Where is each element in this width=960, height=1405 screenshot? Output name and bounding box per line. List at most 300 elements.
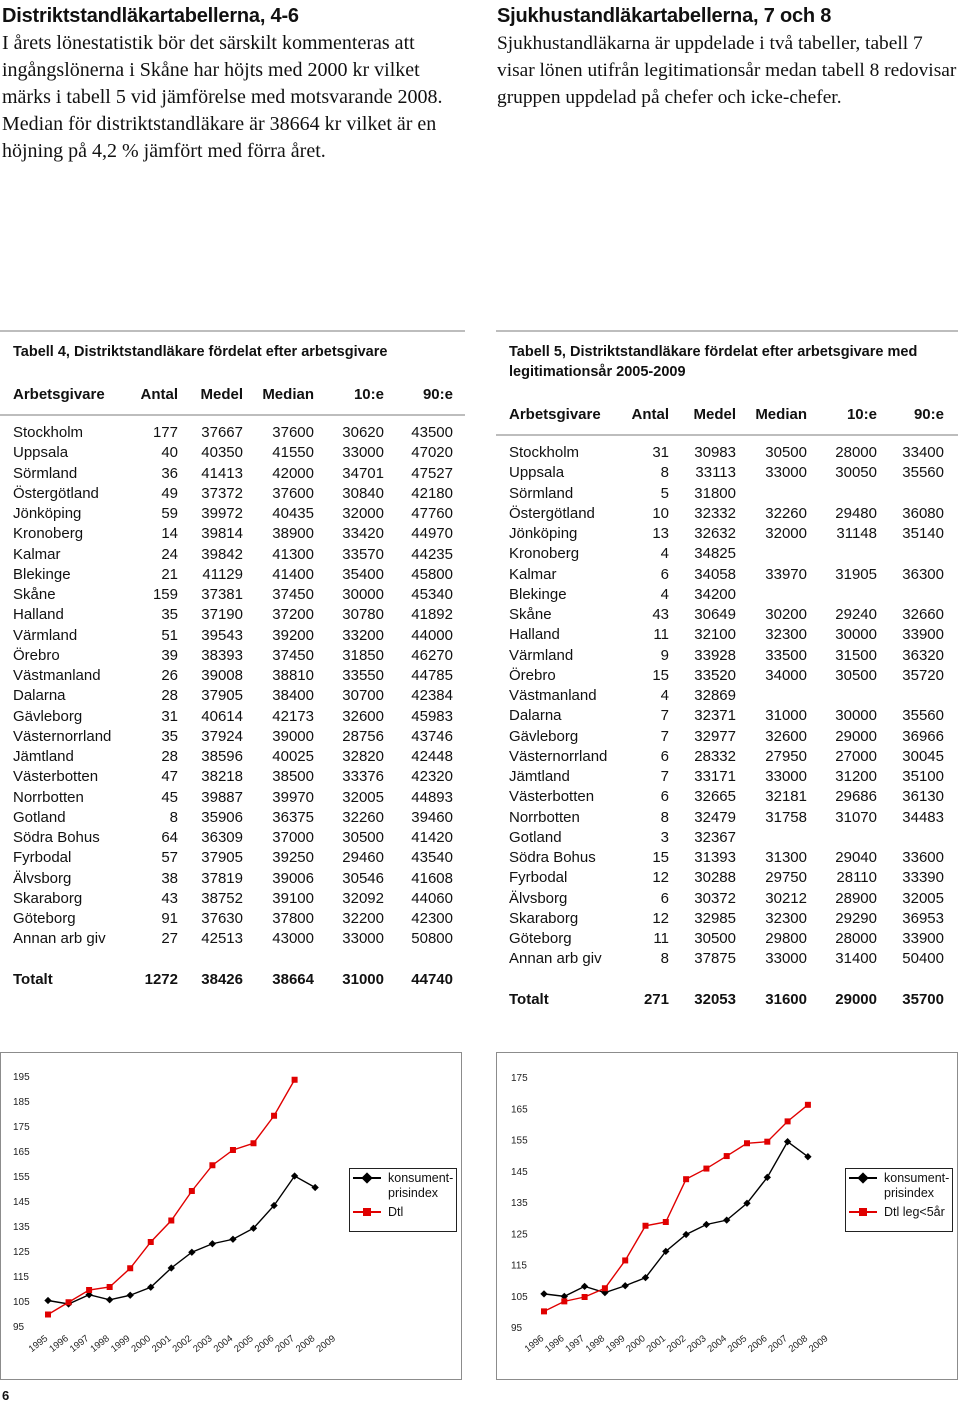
cell-employer: Värmland <box>509 646 574 664</box>
cell-value: 42180 <box>411 484 453 502</box>
x-tick-label: 1999 <box>108 1333 133 1355</box>
table-row <box>0 666 465 686</box>
y-tick-label: 165 <box>13 1147 30 1158</box>
data-point-square <box>251 1140 257 1146</box>
column-header: Antal <box>140 386 178 403</box>
cell-employer: Kronoberg <box>509 545 580 563</box>
cell-value: 30000 <box>342 586 384 603</box>
cell-value: 39008 <box>201 667 243 684</box>
table-row <box>496 565 958 585</box>
table-4-header <box>0 384 465 405</box>
table-row <box>496 463 958 483</box>
x-tick-label: 2002 <box>664 1333 689 1355</box>
cell-value: 40 <box>161 444 178 462</box>
y-tick-label: 95 <box>13 1322 25 1333</box>
cell-employer: Västerbotten <box>509 788 595 806</box>
cell-value: 28 <box>161 687 178 705</box>
cell-value: 31800 <box>694 484 736 502</box>
data-point-square <box>724 1153 730 1159</box>
cell-value: 41400 <box>272 565 314 583</box>
table-row <box>496 787 958 807</box>
cell-value: 28900 <box>835 889 877 907</box>
x-tick-label: 1997 <box>563 1333 587 1355</box>
cell-value: 38500 <box>272 768 314 786</box>
cell-employer: Annan arb giv <box>13 930 106 948</box>
cell-value: 8 <box>169 808 178 826</box>
cell-value: 40025 <box>272 748 314 765</box>
cell-value: 31200 <box>835 768 877 785</box>
chart-konsumentprisindex-dtl <box>0 1052 462 1380</box>
data-point-square <box>168 1218 174 1224</box>
cell-value: 40614 <box>201 707 243 725</box>
x-tick-label: 2000 <box>624 1333 648 1355</box>
cell-value: 33570 <box>342 545 384 563</box>
cell-value: 28 <box>161 748 178 765</box>
cell-employer: Totalt <box>13 970 53 988</box>
cell-value: 33000 <box>342 930 384 948</box>
y-tick-label: 175 <box>13 1122 30 1133</box>
cell-value: 44785 <box>411 667 453 684</box>
data-point-diamond <box>209 1240 216 1247</box>
cell-employer: Göteborg <box>509 930 572 947</box>
data-point-square <box>541 1308 547 1314</box>
cell-value: 45 <box>161 788 178 806</box>
cell-value: 35720 <box>902 666 944 684</box>
cell-value: 43000 <box>272 930 314 948</box>
table-total-row <box>0 970 465 990</box>
chart-1-legend <box>349 1168 457 1232</box>
cell-value: 32660 <box>902 606 944 623</box>
cell-value: 32479 <box>694 808 736 826</box>
cell-value: 47760 <box>411 505 453 522</box>
cell-value: 37190 <box>201 606 243 624</box>
table-row <box>0 545 465 565</box>
legend-diamond-marker <box>857 1172 868 1183</box>
legend-item-dtl <box>350 1205 456 1220</box>
data-point-square <box>107 1284 113 1290</box>
cell-value: 30500 <box>835 666 877 684</box>
x-tick-label: 1998 <box>88 1333 112 1355</box>
cell-value: 30840 <box>342 484 384 502</box>
legend-item-kpi <box>846 1171 952 1201</box>
cell-value: 159 <box>152 586 178 603</box>
table-row <box>496 484 958 504</box>
cell-value: 37200 <box>272 606 314 624</box>
cell-employer: Gotland <box>509 828 562 846</box>
x-tick-label: 2007 <box>273 1333 297 1355</box>
data-point-square <box>622 1257 628 1263</box>
data-point-square <box>189 1188 195 1194</box>
cell-value: 38426 <box>201 970 243 988</box>
cell-value: 33520 <box>694 666 736 684</box>
cell-value: 32367 <box>694 828 736 846</box>
cell-value: 33928 <box>694 646 736 664</box>
cell-value: 37924 <box>201 727 243 745</box>
left-heading: Distriktstandläkartabellerna, 4-6 <box>2 5 299 27</box>
cell-employer: Gotland <box>13 808 66 826</box>
cell-value: 44235 <box>411 545 453 563</box>
cell-value: 30700 <box>342 687 384 705</box>
cell-value: 27950 <box>765 747 807 765</box>
cell-value: 1272 <box>144 970 178 988</box>
cell-value: 34200 <box>694 585 736 603</box>
table-row <box>496 848 958 868</box>
cell-value: 28332 <box>694 747 736 765</box>
cell-value: 36130 <box>902 788 944 806</box>
cell-value: 36309 <box>201 829 243 846</box>
cell-value: 29000 <box>835 990 877 1008</box>
legend-diamond-marker <box>361 1172 372 1183</box>
column-header: Median <box>262 386 314 403</box>
data-point-square <box>582 1294 588 1300</box>
x-tick-label: 2005 <box>725 1333 750 1355</box>
cell-value: 39970 <box>272 788 314 806</box>
cell-employer: Fyrbodal <box>509 869 568 887</box>
x-tick-label: 2009 <box>806 1333 831 1355</box>
cell-value: 31300 <box>765 849 807 866</box>
data-point-diamond <box>44 1297 51 1304</box>
page-number: 6 <box>2 1388 10 1403</box>
column-header: Arbetsgivare <box>13 386 105 403</box>
cell-value: 7 <box>660 768 669 785</box>
cell-value: 36 <box>161 464 178 482</box>
cell-value: 32985 <box>694 909 736 927</box>
left-paragraph: I årets lönestatistik bör det särskilt kommenteras att ingångslönerna i Skåne har höjts med 2000 kr vilket märks i tabell 5 vid jämförelse med motsvarande 2008. Median för distriktstandläkare är 38664 kr vilket är en höjning på 4,2 % jämfört med förra året. <box>2 32 443 162</box>
column-header: 90:e <box>913 406 944 423</box>
cell-value: 30200 <box>765 606 807 623</box>
cell-employer: Örebro <box>509 666 556 684</box>
cell-value: 57 <box>161 849 178 867</box>
table-5-header-divider <box>496 434 958 436</box>
cell-value: 32300 <box>765 626 807 644</box>
cell-value: 39842 <box>201 545 243 563</box>
data-point-diamond <box>311 1184 318 1191</box>
cell-value: 39814 <box>201 525 243 543</box>
x-tick-label: 1996 <box>543 1333 567 1355</box>
cell-employer: Göteborg <box>13 910 76 927</box>
data-point-diamond <box>622 1282 629 1289</box>
cell-value: 38752 <box>201 889 243 907</box>
cell-value: 40350 <box>201 444 243 462</box>
x-tick-label: 2008 <box>293 1333 318 1355</box>
cell-value: 39000 <box>272 727 314 745</box>
cell-employer: Västerbotten <box>13 768 99 786</box>
cell-value: 33550 <box>342 667 384 684</box>
table-row <box>496 767 958 787</box>
cell-value: 39200 <box>272 626 314 644</box>
table-row <box>496 605 958 625</box>
cell-value: 33600 <box>902 849 944 866</box>
cell-value: 32869 <box>694 687 736 704</box>
cell-employer: Dalarna <box>13 687 66 705</box>
cell-value: 32005 <box>902 889 944 907</box>
table-row <box>496 524 958 544</box>
cell-value: 32005 <box>342 788 384 806</box>
table-row <box>496 868 958 888</box>
cell-value: 32000 <box>342 505 384 522</box>
cell-value: 30649 <box>694 606 736 623</box>
cell-value: 4 <box>660 585 669 603</box>
cell-value: 37905 <box>201 687 243 705</box>
cell-value: 4 <box>660 687 669 704</box>
cell-employer: Södra Bohus <box>13 829 100 846</box>
table-row <box>0 423 465 443</box>
cell-value: 39 <box>161 646 178 664</box>
table-row <box>496 828 958 848</box>
cell-value: 36375 <box>272 808 314 826</box>
cell-value: 32100 <box>694 626 736 644</box>
table-row <box>496 949 958 969</box>
x-tick-label: 2001 <box>644 1333 668 1355</box>
cell-value: 36320 <box>902 646 944 664</box>
cell-value: 29240 <box>835 606 877 623</box>
cell-value: 37381 <box>201 586 243 603</box>
data-point-square <box>86 1287 92 1293</box>
table-5-header <box>496 404 958 425</box>
table-row <box>496 544 958 564</box>
cell-value: 33900 <box>902 930 944 947</box>
cell-value: 51 <box>161 626 178 644</box>
data-point-square <box>764 1139 770 1145</box>
cell-employer: Gävleborg <box>13 707 83 725</box>
cell-value: 35560 <box>902 707 944 725</box>
legend-square-marker <box>363 1208 371 1216</box>
cell-employer: Älvsborg <box>509 889 568 907</box>
table-row <box>496 646 958 666</box>
data-point-square <box>292 1077 298 1083</box>
cell-value: 33000 <box>765 950 807 968</box>
x-tick-label: 1995 <box>26 1333 51 1355</box>
cell-value: 44000 <box>411 626 453 644</box>
cell-value: 47 <box>161 768 178 786</box>
cell-value: 12 <box>652 909 669 927</box>
cell-employer: Totalt <box>509 990 549 1008</box>
cell-value: 33970 <box>765 565 807 583</box>
cell-value: 28000 <box>835 444 877 461</box>
table-4 <box>0 330 465 1010</box>
legend-item-dtl-leg <box>846 1205 952 1220</box>
cell-value: 42448 <box>411 748 453 765</box>
y-tick-label: 125 <box>13 1247 30 1258</box>
cell-value: 44970 <box>411 525 453 543</box>
column-header: Antal <box>631 406 669 423</box>
table-5 <box>496 330 958 1030</box>
cell-value: 29460 <box>342 849 384 867</box>
cell-value: 29040 <box>835 849 877 866</box>
cell-value: 32260 <box>342 808 384 826</box>
cell-value: 39460 <box>411 808 453 826</box>
data-point-diamond <box>229 1236 236 1243</box>
table-row <box>496 686 958 706</box>
cell-value: 33900 <box>902 626 944 644</box>
cell-value: 8 <box>660 808 669 826</box>
cell-value: 38218 <box>201 768 243 786</box>
cell-value: 30500 <box>765 444 807 461</box>
cell-value: 34483 <box>902 808 944 826</box>
table-row <box>0 767 465 787</box>
cell-value: 29480 <box>835 504 877 522</box>
cell-value: 33000 <box>342 444 384 462</box>
table-row <box>496 727 958 747</box>
cell-value: 15 <box>652 666 669 684</box>
cell-employer: Dalarna <box>509 707 562 725</box>
cell-value: 31070 <box>835 808 877 826</box>
cell-value: 33113 <box>695 464 736 482</box>
data-point-square <box>148 1239 154 1245</box>
series-line-1 <box>544 1105 808 1312</box>
data-point-square <box>744 1140 750 1146</box>
column-header: Medel <box>693 406 736 423</box>
cell-value: 12 <box>652 869 669 887</box>
column-header: Arbetsgivare <box>509 406 601 423</box>
data-point-square <box>561 1298 567 1304</box>
cell-value: 8 <box>660 464 669 482</box>
cell-value: 30050 <box>835 464 877 482</box>
data-point-diamond <box>127 1292 134 1299</box>
cell-employer: Fyrbodal <box>13 849 72 867</box>
cell-value: 39543 <box>201 626 243 644</box>
cell-employer: Västmanland <box>509 687 597 704</box>
cell-value: 30045 <box>902 747 944 765</box>
y-tick-label: 115 <box>511 1260 527 1272</box>
data-point-diamond <box>540 1290 547 1297</box>
cell-value: 30372 <box>694 889 736 907</box>
cell-value: 31600 <box>765 990 807 1008</box>
cell-value: 41420 <box>411 829 453 846</box>
table-row <box>0 808 465 828</box>
table-row <box>0 929 465 949</box>
cell-value: 35400 <box>342 565 384 583</box>
x-tick-label: 2006 <box>746 1333 770 1355</box>
cell-value: 44893 <box>411 788 453 806</box>
cell-employer: Gävleborg <box>509 727 579 745</box>
cell-value: 36953 <box>902 909 944 927</box>
cell-value: 31 <box>652 444 669 461</box>
data-point-diamond <box>703 1221 710 1228</box>
cell-value: 30000 <box>835 707 877 725</box>
cell-value: 29686 <box>835 788 877 806</box>
cell-value: 31000 <box>765 707 807 725</box>
x-tick-label: 2004 <box>705 1333 729 1355</box>
data-point-square <box>209 1162 215 1168</box>
cell-value: 5 <box>660 484 669 502</box>
table-row <box>0 909 465 929</box>
cell-employer: Stockholm <box>509 444 580 461</box>
cell-value: 33200 <box>342 626 384 644</box>
table-row <box>0 504 465 524</box>
cell-value: 33420 <box>342 525 384 543</box>
cell-employer: Halland <box>13 606 64 624</box>
table-row <box>496 808 958 828</box>
cell-value: 33390 <box>902 869 944 887</box>
x-tick-label: 1998 <box>583 1333 608 1355</box>
series-line-1 <box>48 1080 295 1315</box>
cell-employer: Kalmar <box>509 565 557 583</box>
series-line-0 <box>544 1142 808 1297</box>
cell-value: 50800 <box>411 930 453 948</box>
cell-value: 91 <box>161 910 178 927</box>
table-row <box>0 626 465 646</box>
y-tick-label: 145 <box>13 1197 30 1208</box>
cell-value: 29000 <box>835 727 877 745</box>
cell-value: 45983 <box>411 707 453 725</box>
table-row <box>496 443 958 463</box>
table-row <box>496 889 958 909</box>
cell-value: 37875 <box>694 950 736 968</box>
cell-value: 42173 <box>272 707 314 725</box>
x-tick-label: 1996 <box>47 1333 71 1355</box>
cell-employer: Östergötland <box>509 504 595 522</box>
cell-value: 38596 <box>201 748 243 765</box>
cell-value: 28000 <box>835 930 877 947</box>
cell-value: 32977 <box>694 727 736 745</box>
cell-value: 32600 <box>765 727 807 745</box>
cell-value: 35700 <box>902 990 944 1008</box>
cell-value: 41129 <box>202 565 243 583</box>
table-row <box>0 707 465 727</box>
cell-employer: Uppsala <box>13 444 69 462</box>
y-tick-label: 125 <box>511 1229 528 1241</box>
cell-value: 33171 <box>694 768 736 785</box>
cell-value: 33000 <box>765 768 807 785</box>
cell-value: 6 <box>660 889 669 907</box>
cell-employer: Västernorrland <box>509 747 608 765</box>
cell-employer: Värmland <box>13 626 78 644</box>
x-tick-label: 2009 <box>314 1333 338 1355</box>
y-tick-label: 105 <box>13 1297 30 1308</box>
x-tick-label: 2007 <box>766 1333 790 1355</box>
cell-value: 37600 <box>272 484 314 502</box>
cell-value: 39006 <box>272 869 314 887</box>
legend-label-kpi: konsument-prisindex <box>884 1171 950 1200</box>
cell-employer: Annan arb giv <box>509 950 602 968</box>
cell-value: 37450 <box>272 646 314 664</box>
cell-employer: Skåne <box>509 606 552 623</box>
column-header: Median <box>755 406 807 423</box>
table-4-header-divider <box>0 414 465 416</box>
legend-item-kpi <box>350 1171 456 1201</box>
cell-employer: Blekinge <box>13 565 71 583</box>
cell-employer: Blekinge <box>509 585 567 603</box>
data-point-square <box>271 1113 277 1119</box>
table-row <box>0 565 465 585</box>
table-row <box>0 747 465 767</box>
x-tick-label: 2002 <box>170 1333 195 1355</box>
cell-value: 32371 <box>694 707 736 725</box>
cell-value: 43 <box>161 889 178 907</box>
cell-value: 32665 <box>694 788 736 806</box>
cell-employer: Stockholm <box>13 424 84 441</box>
cell-value: 38400 <box>272 687 314 705</box>
cell-employer: Jönköping <box>509 525 578 542</box>
table-row <box>496 909 958 929</box>
cell-value: 32092 <box>342 889 384 907</box>
cell-value: 271 <box>643 990 669 1008</box>
data-point-square <box>785 1118 791 1124</box>
table-row <box>496 706 958 726</box>
cell-value: 31400 <box>835 950 877 968</box>
cell-value: 30212 <box>765 889 807 907</box>
cell-value: 35 <box>161 727 178 745</box>
cell-employer: Södra Bohus <box>509 849 596 866</box>
cell-value: 37450 <box>272 586 314 603</box>
cell-value: 41892 <box>411 606 453 624</box>
cell-value: 50400 <box>902 950 944 968</box>
cell-value: 31148 <box>836 525 877 542</box>
right-heading: Sjukhustandläkartabellerna, 7 och 8 <box>497 5 832 27</box>
cell-value: 27 <box>161 930 178 948</box>
cell-employer: Norrbotten <box>509 808 580 826</box>
